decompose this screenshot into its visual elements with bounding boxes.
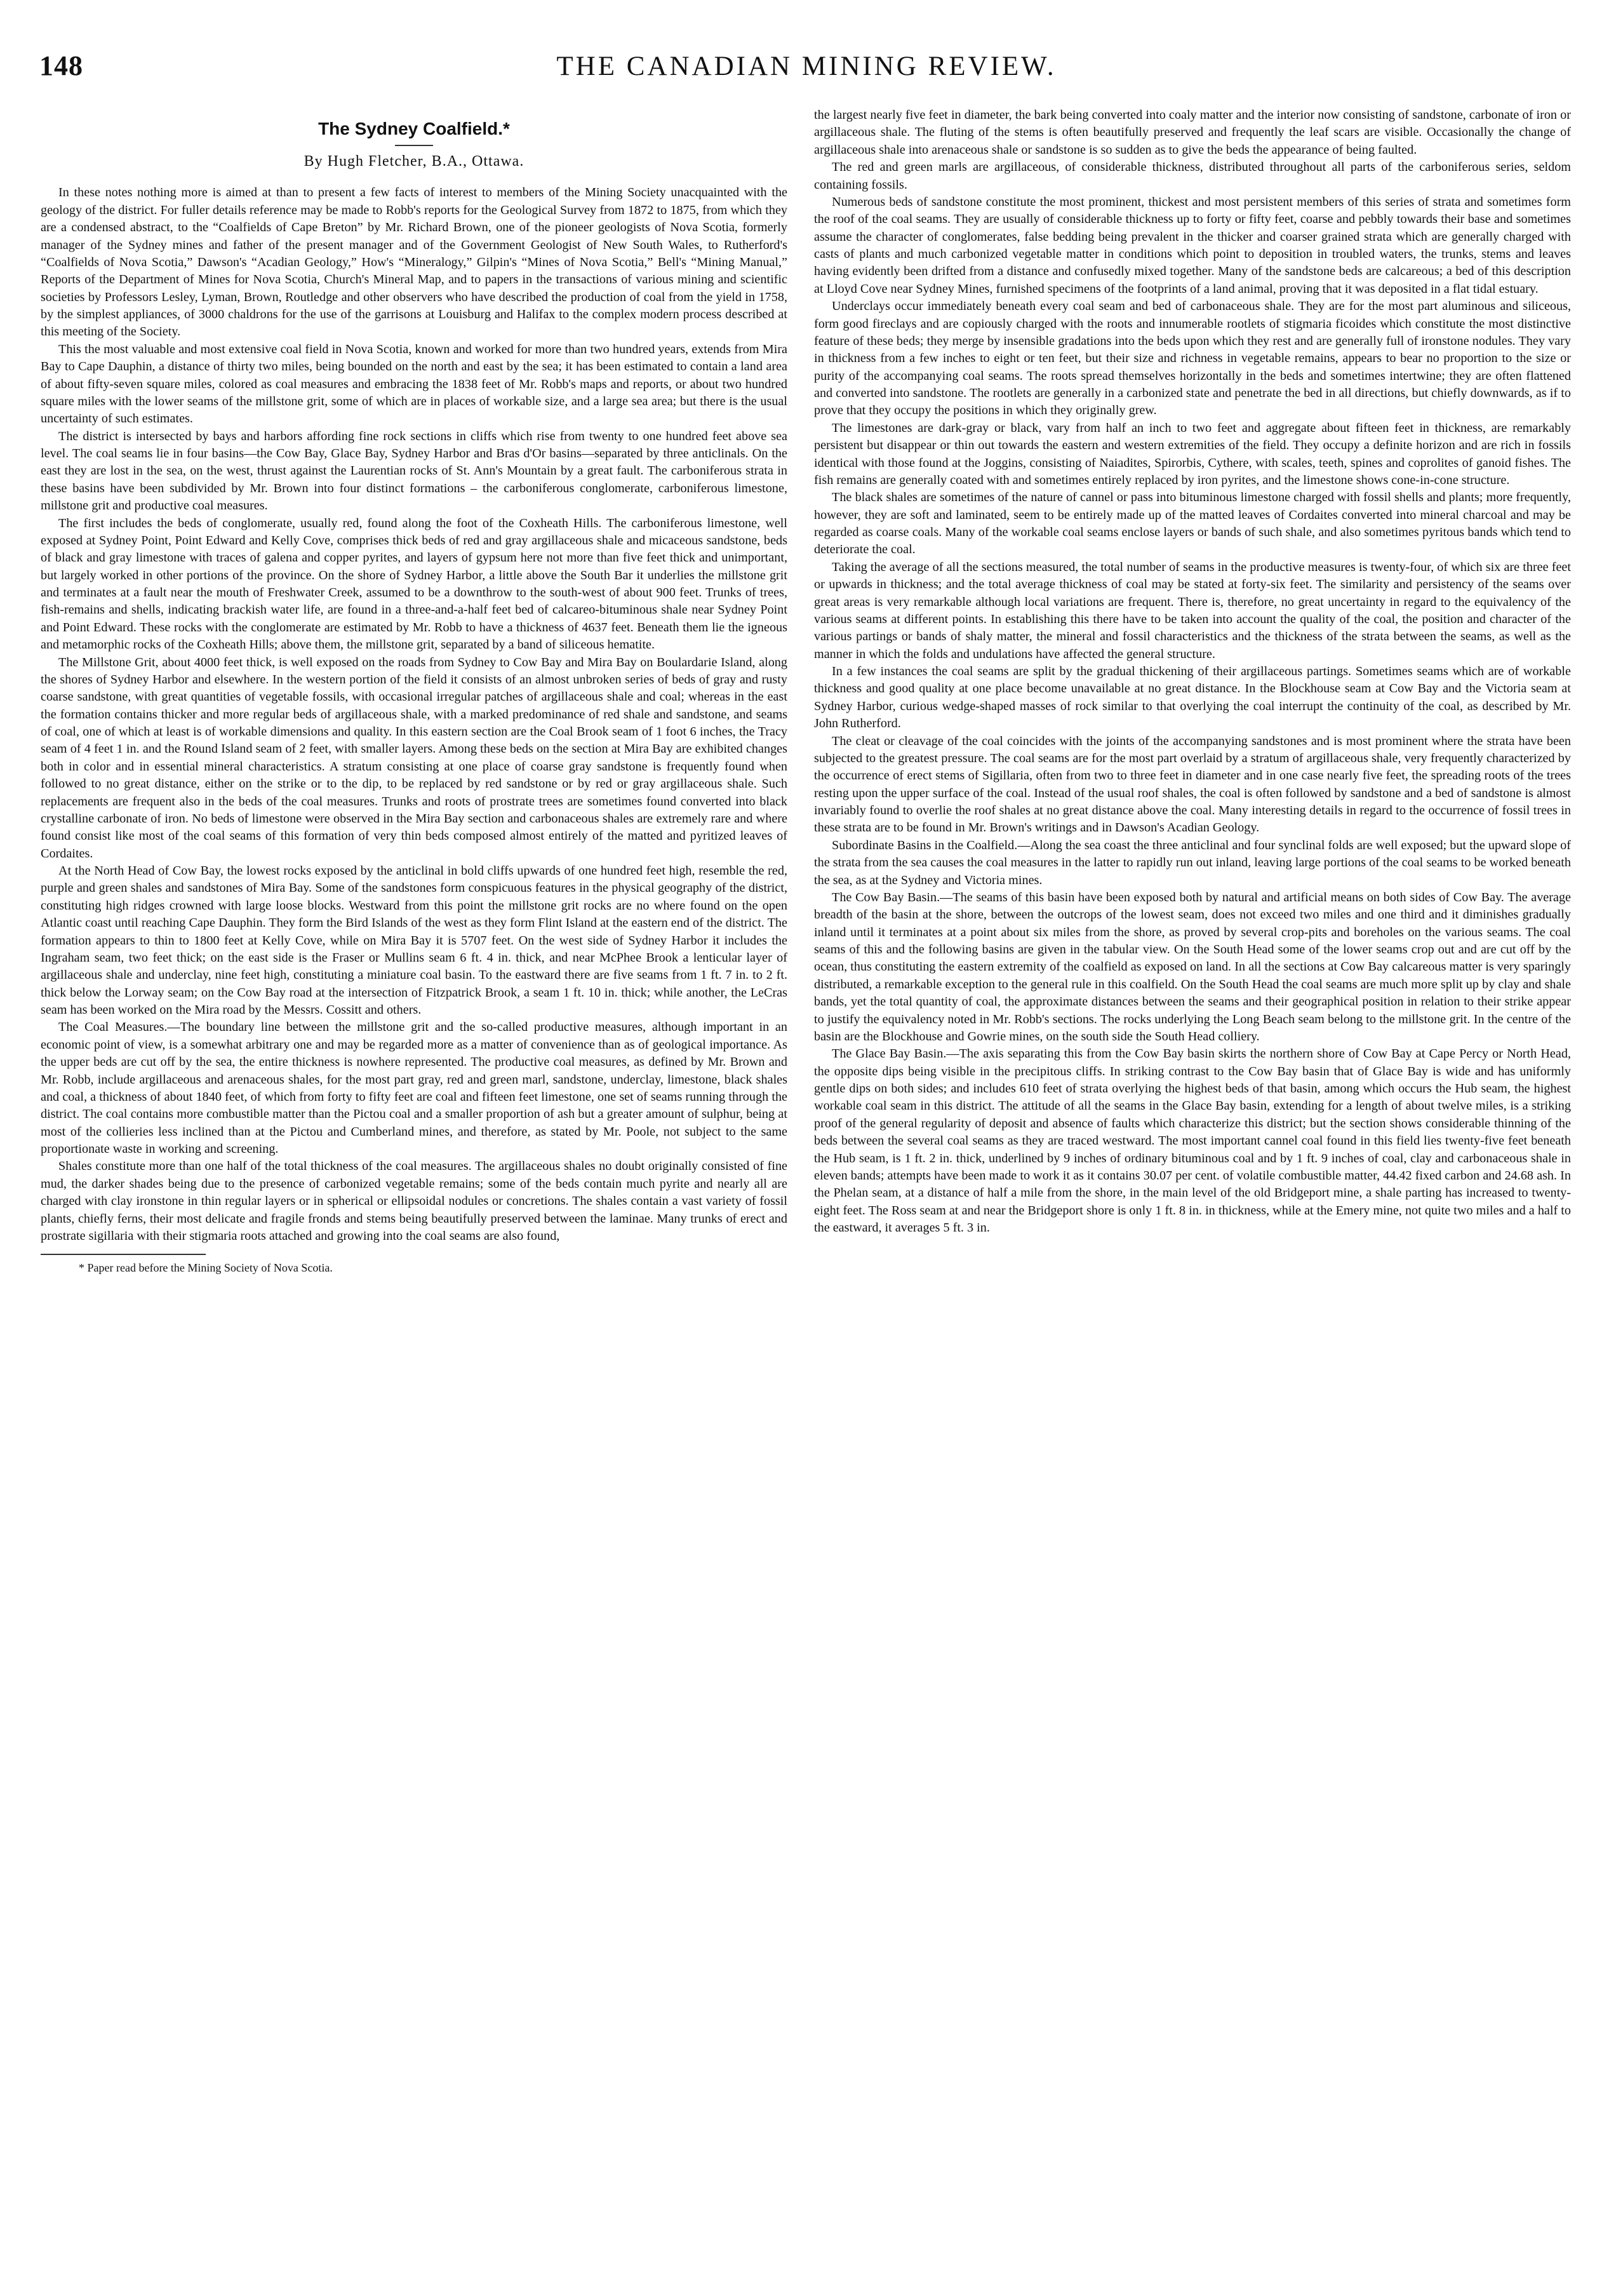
paragraph: The limestones are dark-gray or black, vary from half an inch to two feet and aggregate about fifteen feet in thickness, are remarkably persistent but disappear or thin out towards the eastern and western extremities of the field. They occupy a definite horizon and are rich in fossils identical with those found at the Joggins, consisting of Naiadites, Spirorbis, Cythere, with scales, teeth, spines and coprolites of ganoid fishes. The fish remains are generally coated with and sometimes entirely replaced by iron pyrites, and the limestone shows cone-in-cone structure. <box>814 420 1571 487</box>
page-header <box>38 50 1575 88</box>
footnote-rule <box>41 1254 206 1255</box>
paragraph: The Cow Bay Basin.—The seams of this basin have been exposed both by natural and artificial means on both sides of Cow Bay. The average breadth of the basin at the shore, between the outcrops of the lowest seam, does not exceed two miles and one third and it diminishes gradually inland until it terminates at a point about six miles from the shore, as proved by several crop-pits and boreholes on the various seams. The coal seams of this and the following basins are given in the tabular view. On the South Head some of the lower seams crop out and are cut off by the ocean, thus constituting the eastern extremity of the coalfield as exposed on land. In all the sections at Cow Bay calcareous matter is very sparingly distributed, a remarkable exception to the general rule in this coalfield. On the South Head the coal seams are much more split up by clay and shale bands, yet the total quantity of coal, the approximate distances between the seams and their geographical position in relation to their strike appear to justify the equivalency noted in Mr. Robb's sections. The rocks underlying the Long Beach seam belong to the millstone grit. In the centre of the basin are the Blockhouse and Gowrie mines, on the south side the South Head colliery. <box>814 890 1571 1044</box>
paragraph: The Millstone Grit, about 4000 feet thick, is well exposed on the roads from Sydney to Cow Bay and Mira Bay on Boulardarie Island, along the shores of Sydney Harbor and elsewhere. In the western portion of the field it consists of an almost unbroken series of beds of gray and rusty coarse sandstone, with great quantities of vegetable fossils, with occasional irregular patches of argillaceous shale and coal; whereas in the east the formation contains thicker and more regular beds of argillaceous shale, with a marked predominance of red shale and sandstone, and seams of coal, one of which at least is of workable dimensions and quality. In this eastern section are the Coal Brook seam of 1 foot 6 inches, the Tracy seam of 4 feet 1 in. and the Round Island seam of 2 feet, with smaller layers. Among these beds on the section at Mira Bay are exhibited changes both in color and in essential mineral characteristics. A stratum consisting at one place of coarse gray sandstone is frequently found when followed to no great distance, either on the strike or to the dip, to be replaced by red sandstone or by red or gray argillaceous shale. Such replacements are frequent also in the beds of the coal measures. Trunks and roots of prostrate trees are sometimes found converted into black crystalline carbonate of iron. No beds of limestone were observed in the Mira Bay section and carbonaceous shales are extremely rare and where found consist like most of the coal seams of this formation of very thin beds composed almost entirely of the matted and pyritized leaves of Cordaites. <box>41 655 787 861</box>
article-title: The Sydney Coalfield.* <box>318 119 510 138</box>
paragraph: The Coal Measures.—The boundary line between the millstone grit and the so-called productive measures, although important in an economic point of view, is a somewhat arbitrary one and may be regarded more as a matter of convenience than as of geological importance. As the upper beds are cut off by the sea, the entire thickness is nowhere represented. The productive coal measures, as defined by Mr. Brown and Mr. Robb, include argillaceous and arenaceous shales, for the most part gray, red and green marl, sandstone, underclay, limestone, black shales and coal, a thickness of about 1840 feet, of which from forty to fifty feet are coal and fifteen feet limestone, one set of seams running through the district. The coal contains more combustible matter than the Pictou coal and a smaller proportion of ash but a greater amount of sulphur, being at most of the collieries less inclined than at the Pictou and Cumberland mines, and therefore, as stated by Mr. Poole, not subject to the same proportionate waste in working and screening. <box>41 1020 787 1157</box>
footnote: * Paper read before the Mining Society of Nova Scotia. <box>79 1261 333 1275</box>
left-column <box>41 107 787 2271</box>
paragraph: Subordinate Basins in the Coalfield.—Along the sea coast the three anticlinal and four synclinal folds are well exposed; but the upward slope of the strata from the sea causes the coal measures in the latter to rapidly run out inland, leaving large portions of the coal seams to be worked beneath the sea, as at the Sydney and Victoria mines. <box>814 838 1571 887</box>
paragraph: The first includes the beds of conglomerate, usually red, found along the foot of the Coxheath Hills. The carboniferous limestone, well exposed at Sydney Point, Point Edward and Kelly Cove, comprises thick beds of red and gray argillaceous shale and micaceous sandstone, beds of black and gray limestone with traces of galena and copper pyrites, and layers of gypsum here not more than five feet thick and unimportant, but largely worked in other portions of the province. On the shore of Sydney Harbor, a little above the South Bar it underlies the millstone grit and terminates at a fault near the mouth of Freshwater Creek, assumed to be a downthrow to the south-west of about 900 feet. Trunks of trees, fish-remains and shells, indicating brackish water life, are found in a three-and-a-half feet bed of calcareo-bituminous shale near Sydney Point and Point Edward. These rocks with the conglomerate are estimated by Mr. Robb to have a thickness of 4637 feet. Beneath them lie the igneous and metamorphic rocks of the Coxheath Hills; above them, the millstone grit, separated by a band of siliceous hematite. <box>41 516 787 652</box>
paragraph: Underclays occur immediately beneath every coal seam and bed of carbonaceous shale. They are for the most part aluminous and siliceous, form good fireclays and are copiously charged with the roots and innumerable rootlets of stigmaria ficoides which constitute the most distinctive feature of these beds; they merge by insensible gradations into the beds upon which they rest and are generally full of ironstone nodules. They vary in thickness from a few inches to eight or ten feet, but their size and richness in vegetable remains, appears to bear no proportion to the size or purity of the accompanying coal seams. The roots spread themselves horizontally in the beds and sometimes intertwine; they are often flattened and converted into sandstone. The rootlets are generally in a carbonized state and penetrate the bed in all directions, but chiefly downwards, as if to prove that they occupy the positions in which they originally grew. <box>814 299 1571 418</box>
paragraph: The black shales are sometimes of the nature of cannel or pass into bituminous limestone charged with fossil shells and plants; more frequently, however, they are soft and laminated, seem to be entirely made up of the matted leaves of Cordaites converted into mineral charcoal and may be regarded as coarse coals. Many of the workable coal seams enclose layers or bands of such shale, and also sometimes pyritous bands which tend to deteriorate the coal. <box>814 490 1571 557</box>
byline: By Hugh Fletcher, B.A., Ottawa. <box>304 152 524 170</box>
right-column <box>814 107 1571 2271</box>
paragraph: The cleat or cleavage of the coal coincides with the joints of the accompanying sandstones and is most prominent where the strata have been subjected to the greatest pressure. The coal seams are for the most part overlaid by a stratum of argillaceous shale, very frequently characterized by the occurrence of erect stems of Sigillaria, often from two to three feet in diameter and in one case nearly five feet, the spreading roots of the trees resting upon the upper surface of the coal. Instead of the usual roof shales, the coal is often followed by sandstone and a bed of sandstone is almost invariably found to overlie the roof shales at no great distance above the coal. Many interesting details in regard to the occurrence of fossil trees in these strata are to be found in Mr. Brown's writings and in Dawson's Acadian Geology. <box>814 734 1571 835</box>
paragraph: Shales constitute more than one half of the total thickness of the coal measures. The argillaceous shales no doubt originally consisted of fine mud, the darker shades being due to the presence of carbonized vegetable remains; some of the beds contain much pyrite and nearly all are charged with clay ironstone in thin regular layers or in spherical or ellipsoidal nodules or concretions. The shales contain a vast variety of fossil plants, chiefly ferns, their most delicate and fragile fronds and stems being beautifully preserved between the laminae. Many trunks of erect and prostrate sigillaria with their stigmaria roots attached and growing into the coal seams are also found, <box>41 1159 787 1243</box>
running-head: THE CANADIAN MINING REVIEW. <box>556 51 1057 81</box>
paragraph: Numerous beds of sandstone constitute the most prominent, thickest and most persistent members of this series of strata and sometimes form the roof of the coal seams. They are usually of considerable thickness up to forty or fifty feet, coarse and pebbly towards their base and sometimes assume the character of conglomerates, false bedding being prevalent in the thicker and coarser grained strata which are generally charged with casts of plants and much carbonized vegetable matter in conditions which point to deposition in troubled waters, the trunks, stems and leaves having evidently been drifted from a distance and confusedly mixed together. Many of the sandstone beds are calcareous; a bed of this description at Lloyd Cove near Sydney Mines, furnished specimens of the footprints of a land animal, proving that it was deposited in a flat tidal estuary. <box>814 194 1571 296</box>
paragraph: At the North Head of Cow Bay, the lowest rocks exposed by the anticlinal in bold cliffs upwards of one hundred feet high, resemble the red, purple and green shales and sandstones of Mira Bay. Some of the sandstones form conspicuous features in the physical geography of the district, constituting high ridges crowned with large loose blocks. Westward from this point the millstone grit rocks are no where found on the open Atlantic coast until reaching Cape Dauphin. They form the Bird Islands of the west as they form Flint Island at the eastern end of the district. The formation appears to thin to 1800 feet at Kelly Cove, while on Mira Bay it is 5707 feet. On the west side of Sydney Harbor it includes the Ingraham seam, two feet thick; on the east side is the Fraser or Mullins seam 6 ft. 4 in. thick, and near McPhee Brook a lenticular layer of argillaceous shale and underclay, nine feet high, constituting a miniature coal basin. To the eastward there are five seams from 1 ft. 7 in. to 2 ft. thick below the Lorway seam; on the Cow Bay road at the intersection of Fitzpatrick Brook, a seam 1 ft. 10 in. thick; while another, the LeCras seam has been worked on the Mira road by the Messrs. Cossitt and others. <box>41 864 787 1017</box>
paragraph: The Glace Bay Basin.—The axis separating this from the Cow Bay basin skirts the northern shore of Cow Bay at Cape Percy or North Head, the opposite dips being visible in the precipitous cliffs. In striking contrast to the Cow Bay basin that of Glace Bay is wide and has uniformly gentle dips on both sides; and includes 610 feet of strata overlying the highest beds of that basin, among which occurs the Hub seam, the highest workable coal seam in this district. The attitude of all the seams in the Glace Bay basin, extending for a length of about twelve miles, is a striking proof of the general regularity of deposit and absence of faults which characterize this district; but the section shows considerable thinning of the beds between the several coal seams as they are traced westward. The most important cannel coal found in this field lies twenty-five feet beneath the Hub seam, is 1 ft. 2 in. thick, underlined by 9 inches of ordinary bituminous coal and by 1 ft. 9 inches of coal, clay and carbonaceous shale in eleven bands; attempts have been made to work it as it contains 30.07 per cent. of volatile combustible matter, 44.42 fixed carbon and 24.68 ash. In the Phelan seam, at a distance of half a mile from the shore, in the main level of the old Bridgeport mine, a shale parting has increased to twenty-eight feet. The Ross seam at and near the Bridgeport shore is only 1 ft. 8 in. in thickness, while at the Emery mine, not quite two miles and a half to the eastward, it averages 5 ft. 3 in. <box>814 1047 1571 1235</box>
title-rule <box>395 145 433 146</box>
paragraph: In these notes nothing more is aimed at than to present a few facts of interest to members of the Mining Society unacquainted with the geology of the district. For fuller details reference may be made to Robb's reports for the Geological Survey from 1872 to 1875, from which they are a condensed abstract, to the “Coalfields of Cape Breton” by Mr. Richard Brown, one of the pioneer geologists of Nova Scotia, formerly manager of the Sydney mines and father of the present manager and of the Government Geologist of New South Wales, to Rutherford's “Coalfields of Nova Scotia,” Dawson's “Acadian Geology,” How's “Mineralogy,” Gilpin's “Mines of Nova Scotia,” Bell's “Mining Manual,” Reports of the Department of Mines for Nova Scotia, Church's Mineral Map, and to papers in the transactions of various mining and scientific societies by Professors Lesley, Lyman, Brown, Routledge and other observers who have described the production of coal from the yield in 1758, by the simplest appliances, of 3000 chaldrons for the use of the garrisons at Louisburg and Halifax to the complex modern process described at this meeting of the Society. <box>41 185 787 339</box>
paragraph: The district is intersected by bays and harbors affording fine rock sections in cliffs which rise from twenty to one hundred feet above sea level. The coal seams lie in four basins—the Cow Bay, Glace Bay, Sydney Harbor and Bras d'Or basins—separated by three anticlinals. On the east they are lost in the sea, on the west, thrust against the Laurentian rocks of St. Ann's Mountain by a great fault. The carboniferous strata in these basins have been subdivided by Mr. Brown into four distinct formations – the carboniferous conglomerate, carboniferous limestone, millstone grit and productive coal measures. <box>41 429 787 513</box>
page-number: 148 <box>39 50 83 81</box>
paragraph: Taking the average of all the sections measured, the total number of seams in the productive measures is twenty-four, of which six are three feet or upwards in thickness; and the total average thickness of coal may be stated at forty-six feet. The similarity and persistency of the seams over great areas is very remarkable although local variations are frequent. There is, therefore, no great uncertainty in regard to the equivalency of the various seams at different points. In establishing this there have to be taken into account the quality of the coal, the position and character of the various partings or bands of shaly matter, the mineral and fossil characteristics and the thickness of the strata between the seams, as well as the manner in which the folds and undulations have affected the general structure. <box>814 560 1571 661</box>
paragraph: In a few instances the coal seams are split by the gradual thickening of their argillaceous partings. Sometimes seams which are of workable thickness and good quality at one place become unavailable at no great distance. In the Blockhouse seam at Cow Bay and the Victoria seam at Sydney Harbor, curious wedge-shaped masses of rock similar to that overlying the coal interrupt the continuity of the coal, as described by Mr. John Rutherford. <box>814 664 1571 731</box>
paragraph: the largest nearly five feet in diameter, the bark being converted into coaly matter and the interior now consisting of sandstone, carbonate of iron or argillaceous shale. The fluting of the stems is often beautifully preserved and frequently the leaf scars are visible. Occasionally the change of argillaceous shale into arenaceous shale or sandstone is so sudden as to give the beds the appearance of being faulted. <box>814 108 1571 157</box>
paragraph: This the most valuable and most extensive coal field in Nova Scotia, known and worked for more than two hundred years, extends from Mira Bay to Cape Dauphin, a distance of thirty two miles, being bounded on the north and east by the sea; it has been estimated to contain a land area of about fifty-seven square miles, colored as coal measures and embracing the 1838 feet of Mr. Robb's maps and reports, or about two hundred square miles with the lower seams of the millstone grit, some of which are in places of workable size, and a large sea area; but there is the usual uncertainty of such estimates. <box>41 342 787 426</box>
paragraph: The red and green marls are argillaceous, of considerable thickness, distributed throughout all parts of the carboniferous series, seldom containing fossils. <box>814 160 1571 192</box>
